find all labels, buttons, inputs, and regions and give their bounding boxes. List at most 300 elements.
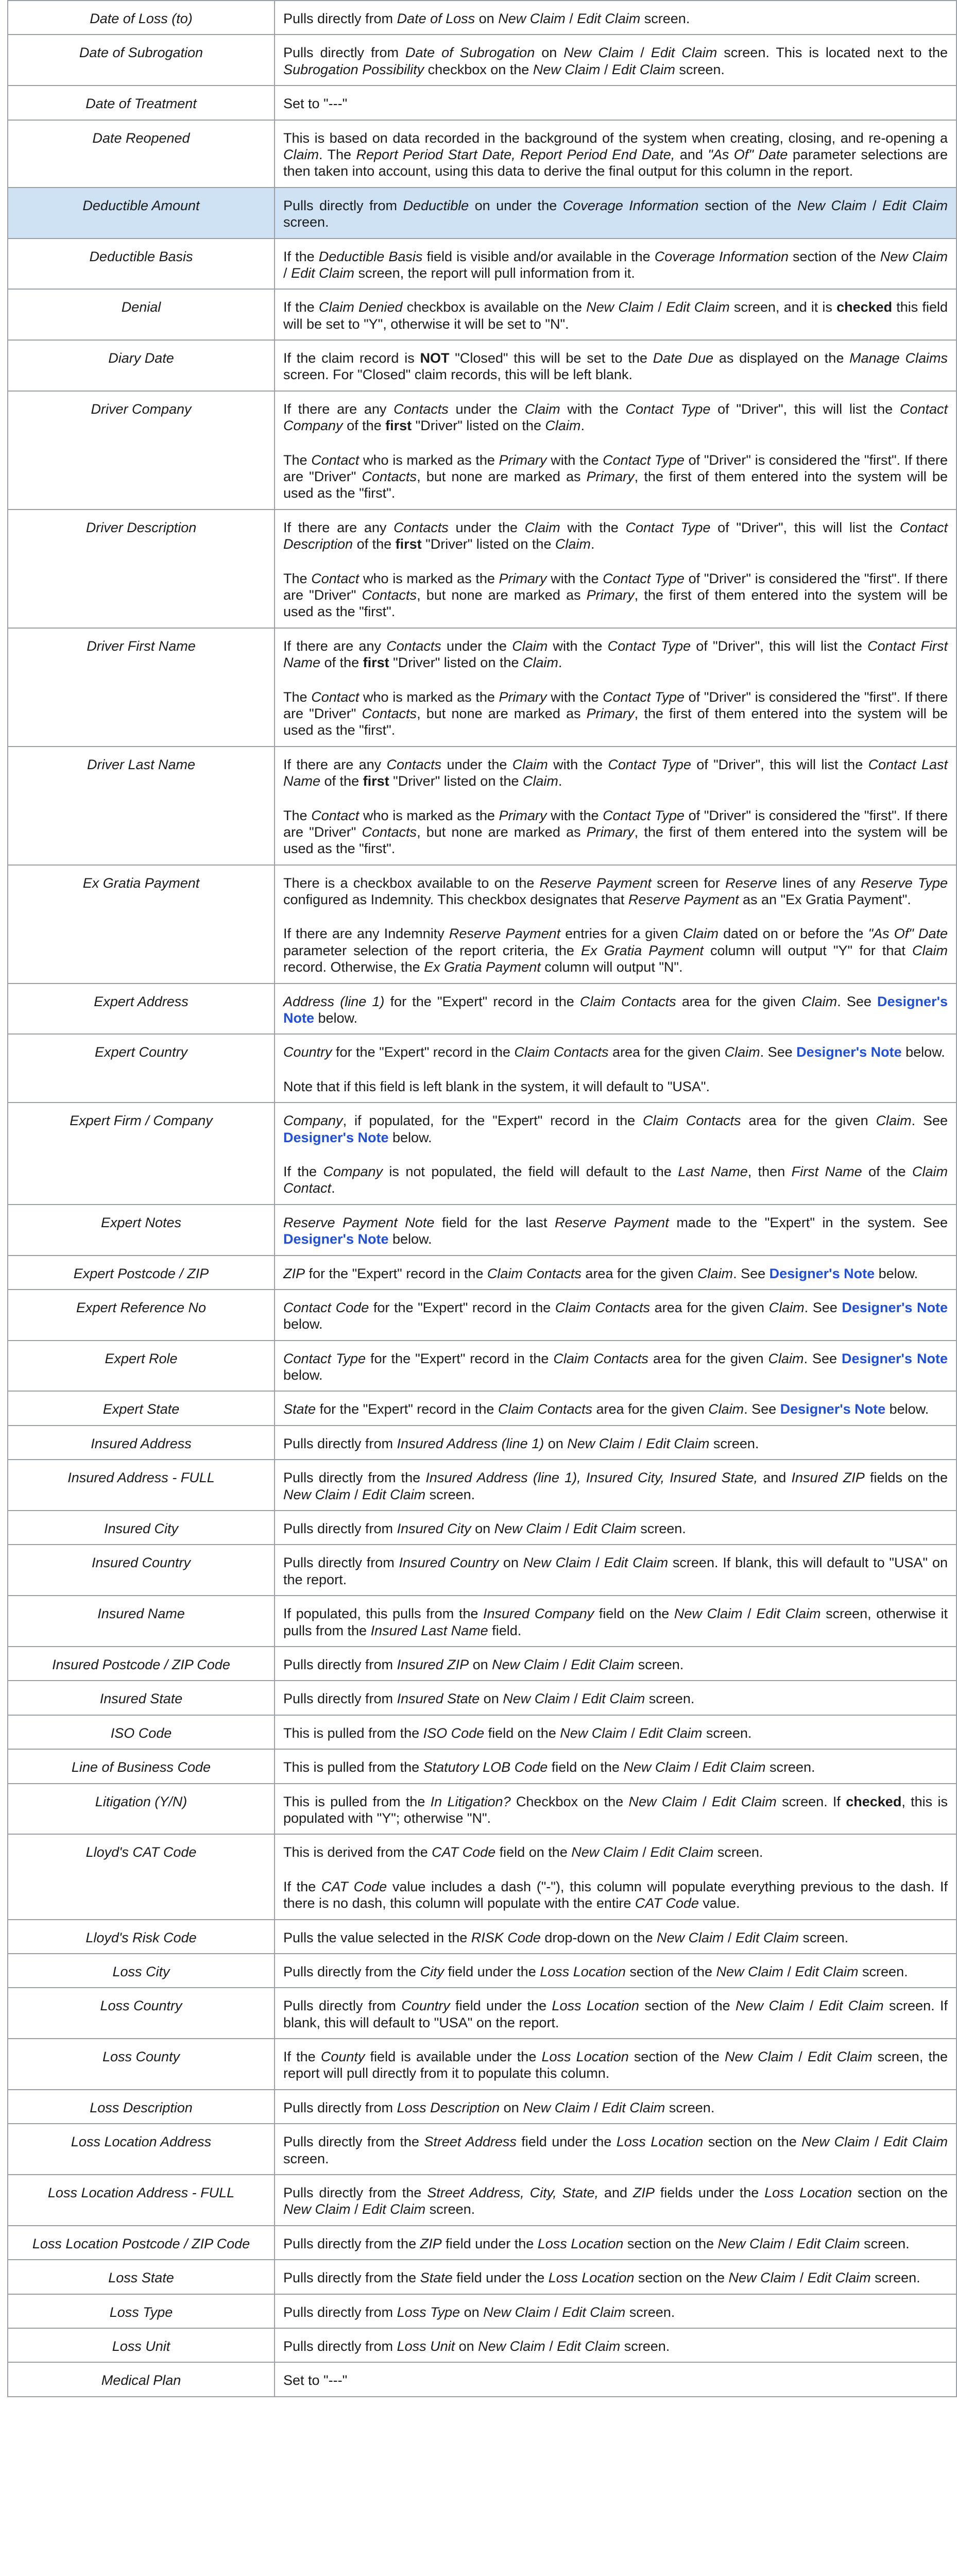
text-run: , but none are marked as (417, 587, 587, 603)
italic-term: Insured City (397, 1521, 471, 1537)
text-run: / (697, 1793, 712, 1809)
field-name-cell: Diary Date (8, 340, 275, 391)
italic-term: Coverage Information (562, 197, 699, 213)
text-run: screen. (702, 1725, 752, 1741)
text-run: under the (448, 519, 525, 535)
italic-term: "As Of" Date (708, 146, 788, 162)
designers-note-link[interactable]: Designer's Note (769, 1265, 875, 1281)
field-description-cell (275, 120, 956, 188)
italic-term: RISK Code (471, 1929, 541, 1945)
text-run: area for the given (608, 1044, 725, 1060)
italic-term: Edit Claim (818, 1998, 884, 2014)
text-run: on (475, 11, 499, 26)
italic-term: Primary (586, 824, 635, 840)
field-description-cell (275, 1034, 956, 1103)
italic-term: Reserve Payment (539, 875, 652, 891)
text-run: . (590, 536, 595, 552)
text-run: with the (546, 807, 603, 823)
text-run: , but none are marked as (417, 824, 587, 840)
italic-term: New Claim (801, 2134, 870, 2150)
text-run: section on the (703, 2134, 802, 2150)
text-run: . See (911, 1113, 948, 1129)
text-run: section of the (788, 248, 880, 264)
text-run: value includes a dash ("-"), this column will populate everything previous to the dash. If there is no dash, this column will populate with the entire (283, 1878, 948, 1911)
field-name-cell: Loss Country (8, 1988, 275, 2039)
italic-term: Reserve Payment Note (283, 1214, 435, 1230)
italic-term: Claim (912, 942, 948, 958)
field-name-cell: Loss County (8, 2039, 275, 2090)
text-run: on under the (469, 197, 563, 213)
text-run: / (796, 2270, 808, 2286)
bold-term: first (385, 418, 412, 434)
text-run: Set to "---" (283, 96, 348, 112)
italic-term: New Claim (724, 2049, 794, 2065)
description-paragraph (283, 1078, 948, 1095)
table-row (8, 1749, 956, 1783)
description-paragraph (283, 2133, 948, 2167)
description-paragraph (283, 1690, 948, 1707)
text-run: If there are any (283, 638, 387, 654)
italic-term: New Claim (571, 1844, 639, 1860)
text-run: column will output "Y" for that (703, 942, 912, 958)
text-run: Checkbox on the (510, 1793, 629, 1809)
italic-term: Country (401, 1998, 450, 2014)
italic-term: Claim Contacts (553, 1350, 648, 1366)
italic-term: Contact Type (607, 638, 691, 654)
field-name-cell: Loss Type (8, 2294, 275, 2328)
text-run: for the "Expert" record in the (332, 1044, 515, 1060)
table-row (8, 2226, 956, 2260)
text-run: lines of any (777, 875, 861, 891)
field-description-cell (275, 289, 956, 340)
italic-term: Claim (512, 638, 548, 654)
italic-term: Claim (524, 519, 560, 535)
text-run: The (283, 807, 312, 823)
italic-term: New Claim (623, 1759, 691, 1775)
field-description-cell (275, 2090, 956, 2124)
description-paragraph (283, 1963, 948, 1980)
italic-term: Date of Subrogation (405, 45, 535, 61)
italic-term: City (420, 1963, 445, 1979)
text-run: , this is populated with "Y"; otherwise "N". (283, 1793, 948, 1826)
italic-term: CAT Code (432, 1844, 496, 1860)
italic-term: Primary (586, 705, 635, 721)
text-run: who is marked as the (359, 452, 499, 468)
text-run: , but none are marked as (417, 705, 587, 721)
field-description-cell (275, 1460, 956, 1511)
text-run: of "Driver", this will list the (710, 519, 900, 535)
text-run: / (350, 1486, 363, 1502)
text-run: on (498, 1555, 523, 1571)
text-run: with the (560, 401, 626, 417)
table-row (8, 628, 956, 747)
field-name-cell: Loss Location Address - FULL (8, 2175, 275, 2226)
italic-term: In Litigation? (430, 1793, 511, 1809)
text-run: Note that if this field is left blank in the system, it will default to "USA". (283, 1078, 710, 1094)
text-run: Pulls directly from (283, 1521, 397, 1537)
text-run: is not populated, the field will default to the (382, 1163, 678, 1179)
italic-term: Claim (768, 1350, 804, 1366)
italic-term: Loss Type (397, 2304, 460, 2320)
field-description-cell (275, 1341, 956, 1392)
text-run: screen. (709, 1435, 759, 1451)
text-run: . See (804, 1350, 842, 1366)
italic-term: New Claim (523, 1555, 591, 1571)
description-paragraph (283, 1214, 948, 1248)
text-run: , the first of them entered into the system will be used as the "first". (283, 824, 948, 857)
field-definitions-table (7, 0, 957, 2397)
description-paragraph (283, 1112, 948, 1146)
italic-term: New Claim (656, 1929, 724, 1945)
table-body (8, 1, 956, 2397)
italic-term: Reserve (725, 875, 777, 891)
italic-term: Insured Address (line 1), Insured City, Insured State, (425, 1470, 758, 1486)
table-row (8, 239, 956, 290)
text-run: section of the (628, 2049, 725, 2065)
italic-term: Loss Description (397, 2099, 500, 2115)
text-run: record. Otherwise, the (283, 959, 424, 975)
italic-term: Report Period Start Date, Report Period End Date, (356, 146, 675, 162)
field-name-cell: Expert Firm / Company (8, 1103, 275, 1205)
text-run: field for the last (434, 1214, 555, 1230)
field-description-cell (275, 1920, 956, 1954)
italic-term: Contact Type (608, 756, 691, 772)
text-run: , then (747, 1163, 792, 1179)
text-run: / (283, 265, 292, 281)
field-description-cell (275, 2226, 956, 2260)
text-run: and (599, 2185, 633, 2201)
text-run: Set to "---" (283, 2372, 348, 2388)
italic-term: Claim (708, 1401, 744, 1417)
italic-term: New Claim (560, 1725, 627, 1741)
text-run: parameter selection of the report criteria, the (283, 942, 582, 958)
description-paragraph (283, 1793, 948, 1827)
text-run: of "Driver" is considered the "first". If there are "Driver" (283, 689, 948, 721)
italic-term: Contacts (362, 824, 417, 840)
italic-term: Insured Company (483, 1606, 594, 1622)
table-row (8, 1715, 956, 1749)
text-run: screen. (640, 11, 690, 26)
field-name-cell: Expert Notes (8, 1205, 275, 1256)
text-run: field under the (516, 2134, 617, 2150)
text-run: . See (837, 993, 878, 1009)
field-description-cell (275, 86, 956, 120)
table-row (8, 120, 956, 188)
italic-term: Deductible Basis (318, 248, 423, 264)
text-run: screen. (625, 2304, 675, 2320)
field-name-cell: Expert Role (8, 1341, 275, 1392)
text-run: of "Driver", this will list the (691, 756, 868, 772)
italic-term: Edit Claim (611, 61, 675, 77)
field-name-cell: Driver Description (8, 510, 275, 628)
field-description-cell (275, 1988, 956, 2039)
description-paragraph (283, 2048, 948, 2082)
text-run: under the (441, 638, 512, 654)
table-row (8, 1034, 956, 1103)
field-description-cell (275, 2328, 956, 2362)
description-paragraph (283, 1878, 948, 1912)
description-paragraph (283, 1520, 948, 1537)
italic-term: New Claim (586, 299, 654, 315)
italic-term: Contacts (386, 756, 442, 772)
field-description-cell (275, 984, 956, 1035)
text-run: screen, otherwise it pulls from the (283, 1606, 948, 1638)
text-run: with the (548, 638, 608, 654)
italic-term: Contact Type (603, 570, 685, 586)
text-run: "Driver" listed on the (412, 418, 545, 434)
text-run: screen. If blank, this will default to "USA" on the report. (283, 1555, 948, 1587)
italic-term: Edit Claim (807, 2270, 871, 2286)
designers-note-link[interactable]: Designer's Note (283, 1231, 389, 1247)
description-paragraph (283, 2184, 948, 2218)
table-row (8, 86, 956, 120)
table-row (8, 1460, 956, 1511)
text-run: field under the (441, 2235, 538, 2251)
field-description-cell (275, 188, 956, 239)
field-description-cell (275, 1426, 956, 1460)
description-paragraph (283, 1044, 948, 1060)
description-paragraph (283, 1997, 948, 2031)
field-description-cell (275, 628, 956, 747)
field-description-cell (275, 1511, 956, 1545)
text-run: who is marked as the (359, 807, 499, 823)
description-paragraph (283, 44, 948, 78)
text-run: / (550, 2304, 562, 2320)
text-run: screen. (870, 2270, 920, 2286)
italic-term: Contact Type (283, 1350, 366, 1366)
text-run: of the (353, 536, 396, 552)
designers-note-link[interactable]: Designer's Note (842, 1299, 948, 1315)
italic-term: New Claim (628, 1793, 697, 1809)
text-run: for the "Expert" record in the (369, 1299, 555, 1315)
italic-term: Reserve Type (861, 875, 948, 891)
italic-term: Deductible (403, 197, 469, 213)
text-run: of "Driver" is considered the "first". If there are "Driver" (283, 807, 948, 840)
description-paragraph (283, 95, 948, 112)
italic-term: Manage Claims (849, 350, 948, 366)
text-run: below. (885, 1401, 929, 1417)
text-run: dated on or before the (718, 926, 868, 942)
field-name-cell: Medical Plan (8, 2362, 275, 2396)
text-run: of the (862, 1163, 912, 1179)
text-run: / (793, 2049, 808, 2065)
field-name-cell: ISO Code (8, 1715, 275, 1749)
italic-term: New Claim (503, 1691, 570, 1707)
italic-term: Edit Claim (291, 265, 355, 281)
designers-note-link[interactable]: Designer's Note (780, 1401, 886, 1417)
designers-note-link[interactable]: Designer's Note (842, 1350, 948, 1366)
italic-term: Last Name (678, 1163, 748, 1179)
text-run: as an "Ex Gratia Payment". (739, 892, 911, 908)
text-run: below. (901, 1044, 945, 1060)
field-name-cell: Date Reopened (8, 120, 275, 188)
italic-term: Street Address, City, State, (427, 2185, 599, 2201)
text-run: The (283, 570, 312, 586)
text-run: / (559, 1657, 571, 1672)
text-run: screen. (634, 1657, 684, 1672)
italic-term: Claim (682, 926, 719, 942)
text-run: screen. (620, 2338, 670, 2354)
italic-term: Reserve Payment (628, 892, 739, 908)
text-run: Pulls directly from (283, 2338, 397, 2354)
italic-term: Claim Contact (283, 1163, 948, 1196)
table-row (8, 391, 956, 510)
text-run: and (758, 1470, 792, 1486)
italic-term: Edit Claim (807, 2049, 873, 2065)
field-description-cell (275, 1290, 956, 1341)
description-paragraph (283, 1350, 948, 1384)
text-run: with the (546, 452, 603, 468)
field-name-cell: Loss City (8, 1954, 275, 1988)
description-paragraph (283, 1844, 948, 1860)
italic-term: Primary (499, 570, 547, 586)
table-row (8, 1256, 956, 1290)
italic-term: Claim (768, 1299, 805, 1315)
text-run: , the first of them entered into the system will be used as the "first". (283, 587, 948, 620)
field-description-cell (275, 747, 956, 865)
text-run: If there are any (283, 756, 387, 772)
text-run: screen. (799, 1929, 849, 1945)
description-paragraph (283, 248, 948, 282)
text-run: area for the given (648, 1350, 768, 1366)
text-run: Pulls directly from (283, 2304, 397, 2320)
field-description-cell (275, 340, 956, 391)
italic-term: Loss Location (548, 2270, 635, 2286)
italic-term: Claim Contacts (498, 1401, 592, 1417)
italic-term: New Claim (283, 2201, 351, 2217)
field-name-cell: Ex Gratia Payment (8, 865, 275, 984)
text-run: as displayed on the (713, 350, 850, 366)
field-name-cell: Date of Subrogation (8, 35, 275, 86)
table-row (8, 35, 956, 86)
text-run: of "Driver" is considered the "first". If there are "Driver" (283, 452, 948, 485)
table-row (8, 1, 956, 35)
table-row (8, 289, 956, 340)
text-run: , but none are marked as (417, 469, 587, 485)
italic-term: Contact (311, 807, 360, 823)
italic-term: County (320, 2049, 365, 2065)
italic-term: New Claim (797, 197, 867, 213)
italic-term: New Claim (483, 2304, 551, 2320)
italic-term: Edit Claim (650, 1844, 714, 1860)
text-run: . See (733, 1265, 770, 1281)
italic-term: Contact (311, 570, 360, 586)
description-paragraph (283, 807, 948, 857)
italic-term: Edit Claim (711, 1793, 777, 1809)
text-run: If populated, this pulls from the (283, 1606, 483, 1622)
italic-term: Date of Loss (397, 11, 475, 26)
description-paragraph (283, 197, 948, 231)
text-run: who is marked as the (359, 689, 499, 705)
italic-term: New Claim (492, 1657, 559, 1672)
italic-term: Loss Location (764, 2185, 852, 2201)
italic-term: Edit Claim (562, 2304, 626, 2320)
italic-term: Loss Location (541, 2049, 629, 2065)
description-paragraph (283, 2338, 948, 2354)
italic-term: Claim Denied (318, 299, 403, 315)
text-run: screen. (675, 61, 725, 77)
italic-term: New Claim (717, 2235, 785, 2251)
italic-term: Reserve Payment (555, 1214, 669, 1230)
text-run: The (283, 689, 312, 705)
italic-term: Loss Location (537, 2235, 624, 2251)
description-paragraph (283, 925, 948, 975)
description-paragraph (283, 1605, 948, 1639)
italic-term: Coverage Information (654, 248, 789, 264)
italic-term: Claim (801, 993, 838, 1009)
description-paragraph (283, 1469, 948, 1503)
italic-term: Claim (283, 146, 319, 162)
italic-term: New Claim (533, 61, 601, 77)
text-run: under the (448, 401, 525, 417)
field-description-cell (275, 1103, 956, 1205)
table-row (8, 1988, 956, 2039)
bold-term: NOT (420, 350, 450, 366)
text-run: screen. (636, 1521, 686, 1537)
italic-term: Claim Contacts (555, 1299, 650, 1315)
text-run: field on the (484, 1725, 560, 1741)
italic-term: Claim (522, 655, 558, 671)
text-run: screen, the report will pull information from it. (354, 265, 635, 281)
field-description-cell (275, 2124, 956, 2175)
field-name-cell: Insured Postcode / ZIP Code (8, 1647, 275, 1681)
text-run: fields under the (654, 2185, 765, 2201)
italic-term: Primary (499, 452, 547, 468)
text-run: screen. (713, 1844, 763, 1860)
text-run: This is derived from the (283, 1844, 432, 1860)
designers-note-link[interactable]: Designer's Note (796, 1044, 902, 1060)
italic-term: Contacts (362, 705, 417, 721)
text-run: screen. (425, 1486, 475, 1502)
text-run: on (500, 2099, 523, 2115)
text-run: screen, and it is (729, 299, 837, 315)
italic-term: Claim Contacts (643, 1113, 741, 1129)
description-paragraph (283, 2099, 948, 2116)
field-description-cell (275, 1545, 956, 1596)
text-run: / (783, 1963, 795, 1979)
text-run: . See (744, 1401, 780, 1417)
text-run: "Closed" this will be set to the (449, 350, 653, 366)
field-description-cell (275, 1954, 956, 1988)
text-run: and (675, 146, 708, 162)
text-run: for the "Expert" record in the (366, 1350, 554, 1366)
italic-term: Edit Claim (362, 1486, 426, 1502)
italic-term: Edit Claim (702, 1759, 766, 1775)
table-row (8, 1954, 956, 1988)
text-run: field is available under the (365, 2049, 542, 2065)
field-name-cell: Insured Country (8, 1545, 275, 1596)
text-run: screen. If (776, 1793, 846, 1809)
text-run: screen. For "Closed" claim records, this will be left blank. (283, 367, 633, 383)
table-row (8, 2260, 956, 2294)
designers-note-link[interactable]: Designer's Note (283, 993, 948, 1026)
italic-term: Contact Type (625, 519, 711, 535)
description-paragraph (283, 875, 948, 908)
field-name-cell: Loss Location Postcode / ZIP Code (8, 2226, 275, 2260)
designers-note-link[interactable]: Designer's Note (283, 1129, 389, 1145)
italic-term: CAT Code (321, 1878, 387, 1894)
text-run: who is marked as the (359, 570, 499, 586)
field-name-cell: Driver First Name (8, 628, 275, 747)
italic-term: State (420, 2270, 453, 2286)
italic-term: Loss Location (540, 1963, 626, 1979)
text-run: field under the (444, 1963, 540, 1979)
italic-term: Contacts (386, 638, 441, 654)
italic-term: CAT Code (635, 1895, 699, 1911)
description-paragraph (283, 1759, 948, 1775)
text-run: / (742, 1606, 757, 1622)
text-run: screen. (765, 1759, 815, 1775)
